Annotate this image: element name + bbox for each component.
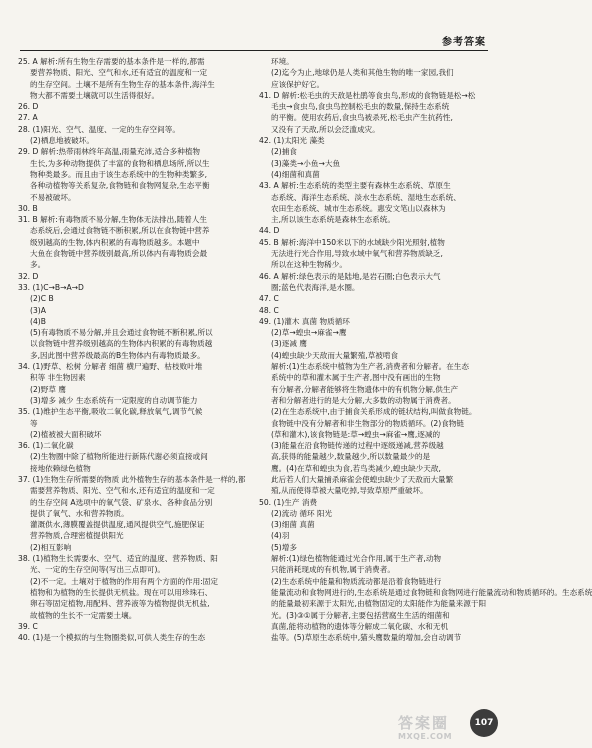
text-line: 高,获得的能量越少,数量越少,所以数量最少的是 bbox=[271, 452, 431, 462]
text-line: 提供了氧气、水和营养物质。 bbox=[30, 508, 129, 518]
text-line: 应该保护好它。 bbox=[271, 79, 325, 89]
text-line: 光、一定的生存空间等(写出三点即可)。 bbox=[30, 565, 166, 575]
text-line: 生长,为多种动物提供了丰富的食物和栖息场所,所以生 bbox=[30, 158, 210, 168]
text-line: (3)逐减 鹰 bbox=[271, 339, 307, 349]
text-line: (草和灌木),该食物链是:草→蝗虫→麻雀→鹰,逐减的 bbox=[271, 429, 441, 439]
text-line: 所以在这种生物稀少。 bbox=[271, 260, 347, 270]
page-number: 107 bbox=[470, 709, 498, 737]
text-line: 48. C bbox=[259, 305, 279, 315]
text-line: 物大都不需要土壤就可以生活得很好。 bbox=[30, 90, 160, 100]
text-line: 32. D bbox=[18, 271, 39, 281]
text-line: 27. A bbox=[18, 113, 38, 123]
text-line: 46. A 解析:绿色表示的是陆地,是岩石圈;白色表示大气 bbox=[259, 271, 441, 281]
text-line: 37. (1)生物生存所需要的物质 此外植物生存的基本条件是一样的,都 bbox=[18, 474, 246, 484]
text-line: 29. D 解析:热带雨林终年高温,雨量充沛,适合多种植物 bbox=[18, 147, 201, 157]
text-line: 40. (1)是一个模拟的与生物圈类似,可供人类生存的生态 bbox=[18, 633, 206, 643]
text-line: (2)迄今为止,地球仍是人类和其他生物的唯一家园,我们 bbox=[271, 68, 454, 78]
text-line: 以食物链中营养级别越高的生物体内积累的有毒物质越 bbox=[30, 339, 213, 349]
text-line: (3)增多 减少 生态系统有一定限度的自动调节能力 bbox=[30, 395, 198, 405]
text-line: (2)流动 循环 阳光 bbox=[271, 508, 333, 518]
watermark-url: MXQE.COM bbox=[398, 732, 453, 741]
text-line: 41. D 解析:松毛虫的天敌是杜鹃等食虫鸟,形成的食物链是松→松 bbox=[259, 90, 476, 100]
text-line: 35. (1)维护生态平衡,吸收二氧化碳,释放氧气,调节气候 bbox=[18, 407, 203, 417]
text-line: (2)草→蝗虫→麻雀→鹰 bbox=[271, 328, 347, 338]
text-line: 解析:(1)绿色植物能通过光合作用,属于生产者,动物 bbox=[271, 554, 442, 564]
text-line: 31. B 解析:有毒物质不易分解,生物体无法排出,随着人生 bbox=[18, 215, 207, 225]
text-line: 需要营养物质、阳光、空气和水,还有适宜的温度和一定 bbox=[30, 486, 215, 496]
text-line: 30. B bbox=[18, 203, 38, 213]
text-line: 环境。 bbox=[271, 57, 294, 66]
text-line: 植物和为植物的生长提供无机盐。现在可以用珍珠石、 bbox=[30, 587, 213, 597]
text-line: 光。(3)③①属于分解者,主要包括营腐生生活的细菌和 bbox=[271, 610, 450, 620]
header-title: 参考答案 bbox=[442, 37, 486, 48]
text-line: 真菌,能将动植物的遗体等分解成二氧化碳、水和无机 bbox=[271, 621, 449, 631]
text-line: (2)栖息地被破坏。 bbox=[30, 136, 94, 146]
text-line: 毛虫→食虫鸟,食虫鸟控制松毛虫的数量,保持生态系统 bbox=[271, 102, 450, 112]
watermark-logo: 答案圈 bbox=[398, 714, 450, 732]
text-line: 农田生态系统、城市生态系统。惠安文笔山以森林为 bbox=[271, 203, 446, 213]
text-line: 45. B 解析:海洋中150米以下的水域缺少阳光照射,植物 bbox=[259, 237, 445, 247]
text-line: 能量流动和食物网进行的,生态系统是通过食物链和食物网进行能量流动和物质循环的。生态系统 bbox=[271, 587, 592, 597]
text-line: (4)B bbox=[30, 316, 46, 326]
text-line: 只能消耗现成的有机物,属于消费者。 bbox=[271, 565, 395, 575]
text-line: 50. (1)生产 消费 bbox=[259, 497, 318, 507]
text-line: 系统中的草和灌木属于生产者,图中没有画出的生物 bbox=[271, 373, 441, 383]
text-line: 28. (1)阳光、空气、温度、一定的生存空间等。 bbox=[18, 124, 180, 134]
text-line: 要营养物质、阳光、空气和水,还有适宜的温度和一定 bbox=[30, 68, 208, 78]
text-line: 47. C bbox=[259, 294, 279, 304]
text-line: 等 bbox=[30, 418, 38, 428]
header-divider bbox=[20, 50, 488, 51]
text-line: (4)细菌和真菌 bbox=[271, 169, 320, 179]
text-line: 大鱼在食物链中营养级别最高,所以体内有毒物质会最 bbox=[30, 249, 208, 259]
text-line: 态系统、海洋生态系统、淡水生态系统、湿地生态系统、 bbox=[271, 192, 461, 202]
text-line: (2)C B bbox=[30, 294, 54, 304]
text-line: 态系统后,会通过食物链不断积累,所以在食物链中营养 bbox=[30, 226, 210, 236]
text-line: (5)增多 bbox=[271, 542, 297, 552]
text-line: 38. (1)植物生长需要水、空气、适宜的温度、营养物质、阳 bbox=[18, 554, 218, 564]
text-line: (2)不一定。土壤对于植物的作用有两个方面的作用:固定 bbox=[30, 576, 218, 586]
right-column bbox=[259, 56, 592, 643]
text-line: 鹰。(4)在草和蝗虫为食,若鸟类减少,蝗虫缺少天敌, bbox=[271, 463, 441, 473]
text-line: 接地依赖绿色植物 bbox=[30, 463, 91, 473]
text-line: (2)相互影响 bbox=[30, 542, 72, 552]
text-line: 卵石等固定植物,用配料、营养液等为植物提供无机盐, bbox=[30, 599, 210, 609]
text-line: 34. (1)野草、松树 分解者 细菌 横尸遍野、枯枝败叶堆 bbox=[18, 362, 203, 372]
text-line: (4)羽 bbox=[271, 531, 290, 541]
text-line: 49. (1)灌木 真菌 物质循环 bbox=[259, 316, 350, 326]
text-line: 的生存空间 A选项中的氧气袋、矿泉水、各种食品分别 bbox=[30, 497, 213, 507]
text-line: 43. A 解析:生态系统的类型主要有森林生态系统、草原生 bbox=[259, 181, 451, 191]
text-line: 此后若人们大量捕杀麻雀会使蝗虫缺少了天敌而大量繁 bbox=[271, 474, 454, 484]
text-line: 39. C bbox=[18, 621, 38, 631]
text-line: 殖,从而使得草被大量吃掉,导致草原严重破坏。 bbox=[271, 486, 428, 496]
text-line: 积等 非生物因素 bbox=[30, 373, 86, 383]
text-line: 的平衡。使用农药后,食虫鸟被杀死,松毛虫产生抗药性, bbox=[271, 113, 453, 123]
text-line: 物种类最多。而且由于该生态系统中的生物种类繁多, bbox=[30, 169, 208, 179]
text-line: 营养物质,合理密植提供阳光 bbox=[30, 531, 124, 541]
text-line: (2)植被被大面积破坏 bbox=[30, 429, 102, 439]
text-line: 42. (1)太阳光 藻类 bbox=[259, 136, 325, 146]
text-line: (2)生物圈中除了植物所能进行新陈代谢必须直接或间 bbox=[30, 452, 208, 462]
text-line: 多,因此图中营养级最高的B生物体内有毒物质最多。 bbox=[30, 350, 205, 360]
text-line: 25. A 解析:所有生物生存需要的基本条件是一样的,都需 bbox=[18, 57, 205, 66]
text-line: 灌溉供水,薄膜覆盖提供温度,通风提供空气,施肥保证 bbox=[30, 520, 205, 530]
text-line: 33. (1)C→B→A→D bbox=[18, 282, 84, 292]
text-line: 者和分解者进行的是大分解,大多数的动物属于消费者。 bbox=[271, 395, 456, 405]
text-line: 食物链中没有分解者和非生物部分的物质循环。(2)食物链 bbox=[271, 418, 465, 428]
text-line: 又没有了天敌,所以会泛滥成灾。 bbox=[271, 124, 380, 134]
text-line: 26. D bbox=[18, 102, 39, 112]
text-line: 有分解者,分解者能够将生物遗体中的有机物分解,供生产 bbox=[271, 384, 459, 394]
text-line: 级别越高的生物,体内积累的有毒物质越多。本题中 bbox=[30, 237, 200, 247]
text-line: 解析:(1)生态系统中植物为生产者,消费者和分解者。在生态 bbox=[271, 362, 469, 372]
text-line: (2)捕食 bbox=[271, 147, 297, 157]
text-line: (3)细菌 真菌 bbox=[271, 520, 315, 530]
text-line: 44. D bbox=[259, 226, 280, 236]
text-line: 36. (1)二氧化碳 bbox=[18, 441, 74, 451]
text-line: (2)生态系统中能量和物质流动都是沿着食物链进行 bbox=[271, 576, 442, 586]
text-line: 主,所以该生态系统是森林生态系统。 bbox=[271, 215, 395, 225]
text-line: 圈;蓝色代表海洋,是水圈。 bbox=[271, 282, 360, 292]
text-line: 的能量最初来源于太阳光,由植物固定的太阳能作为能量来源于阳 bbox=[271, 599, 487, 609]
text-line: 各种动植物等关系复杂,食物链和食物网复杂,生态平衡 bbox=[30, 181, 210, 191]
text-line: (2)野草 鹰 bbox=[30, 384, 66, 394]
text-line: (2)在生态系统中,由于捕食关系形成的链状结构,叫做食物链。 bbox=[271, 407, 477, 417]
text-line: 的生存空间。土壤不是所有生物生存的基本条件,海洋生 bbox=[30, 79, 215, 89]
page-header bbox=[0, 0, 500, 52]
text-line: (4)蝗虫缺少天敌而大量繁殖,草被啃食 bbox=[271, 350, 399, 360]
text-line: 多。 bbox=[30, 260, 46, 270]
text-line: (5)有毒物质不易分解,并且会通过食物链不断积累,所以 bbox=[30, 328, 213, 338]
text-line: 故植物的生长不一定需要土壤。 bbox=[30, 610, 137, 620]
text-line: (3)藻类→小鱼→大鱼 bbox=[271, 158, 341, 168]
left-column bbox=[18, 56, 246, 643]
text-line: (3)能量在沿食物链传递的过程中逐级递减,营养级越 bbox=[271, 441, 444, 451]
text-line: (3)A bbox=[30, 305, 46, 315]
text-line: 盐等。(5)草原生态系统中,猫头鹰数量的增加,会自动调节 bbox=[271, 633, 462, 643]
text-line: 无法进行光合作用,导致水域中氧气和营养物质缺乏, bbox=[271, 249, 443, 259]
text-line: 不易被破坏。 bbox=[30, 192, 76, 202]
